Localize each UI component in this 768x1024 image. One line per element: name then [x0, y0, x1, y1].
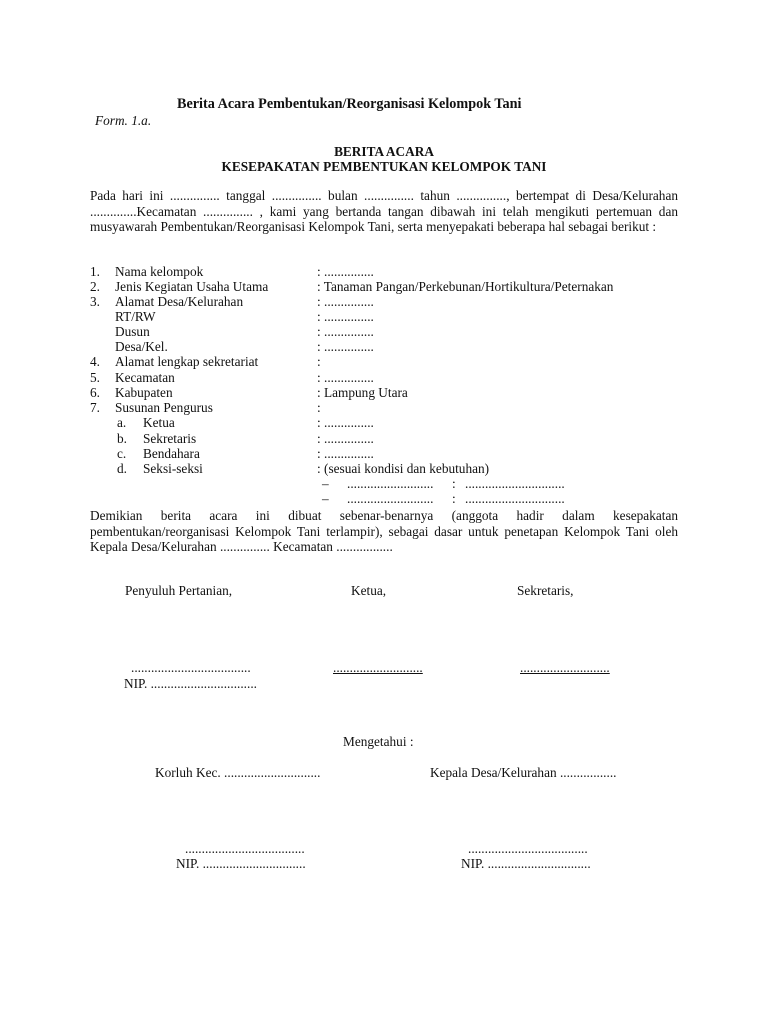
sub-item-label: Sekretaris: [143, 431, 197, 446]
sub-item-value: : ...............: [317, 431, 374, 446]
sub-item-letter: a.: [117, 415, 127, 430]
item-label: Alamat Desa/Kelurahan: [115, 294, 244, 309]
item-value: :: [317, 354, 321, 369]
penyuluh-label: Penyuluh Pertanian,: [125, 583, 233, 598]
penyuluh-nip: NIP. ................................: [124, 676, 257, 691]
sekretaris-label: Sekretaris,: [517, 583, 574, 598]
sub-item-label: Bendahara: [143, 446, 200, 461]
item-label: Kabupaten: [115, 385, 173, 400]
seksi-value-blank: ..............................: [465, 491, 565, 506]
item-label: Nama kelompok: [115, 264, 204, 279]
doc-title-line2: KESEPAKATAN PEMBENTUKAN KELOMPOK TANI: [221, 159, 547, 174]
doc-title-line1: BERITA ACARA: [334, 144, 434, 159]
item-value: : ...............: [317, 339, 374, 354]
item-value: : Tanaman Pangan/Perkebunan/Hortikultura/Peternakan: [317, 279, 614, 294]
korluh-signature-line: ....................................: [185, 841, 305, 856]
form-number: Form. 1.a.: [95, 113, 152, 128]
seksi-dash: –: [322, 491, 329, 506]
item-label: Kecamatan: [115, 370, 175, 385]
sub-item-value: : ...............: [317, 415, 374, 430]
sub-item-letter: d.: [117, 461, 127, 476]
closing-paragraph: [90, 508, 678, 555]
ketua-signature-line: ...........................: [333, 660, 423, 675]
item-value: : ...............: [317, 370, 374, 385]
item-number: 7.: [90, 400, 100, 415]
sub-item-value: : (sesuai kondisi dan kebutuhan): [317, 461, 490, 476]
item-number: 4.: [90, 354, 100, 369]
korluh-label: Korluh Kec. .............................: [155, 765, 321, 780]
sub-item-label: Seksi-seksi: [143, 461, 203, 476]
item-value: : ...............: [317, 264, 374, 279]
seksi-name-blank: ..........................: [347, 491, 434, 506]
sekretaris-signature-line: ...........................: [520, 660, 610, 675]
item-number: 2.: [90, 279, 100, 294]
item-label: RT/RW: [115, 309, 156, 324]
seksi-dash: –: [322, 476, 329, 491]
item-value: : ...............: [317, 294, 374, 309]
seksi-name-blank: ..........................: [347, 476, 434, 491]
document-header-title: Berita Acara Pembentukan/Reorganisasi Kelompok Tani: [177, 96, 522, 112]
item-value: : Lampung Utara: [317, 385, 408, 400]
kades-label: Kepala Desa/Kelurahan .................: [430, 765, 617, 780]
item-label: Desa/Kel.: [115, 339, 168, 354]
item-number: 6.: [90, 385, 100, 400]
item-number: 3.: [90, 294, 100, 309]
intro-text: Pada hari ini ............... tanggal ............... bulan ............... tahun ..............., bertempat di Desa/Kelurahan ..............Kecamatan ............... , kami yang bertanda tangan dibawah ini telah mengikuti pertemuan dan musyawarah Pembentukan/Reorganisasi Kelompok Tani, serta menyepakati beberapa hal sebagai berikut :: [90, 188, 678, 234]
item-value: : ...............: [317, 324, 374, 339]
ketua-label: Ketua,: [351, 583, 387, 598]
item-label: Dusun: [115, 324, 150, 339]
item-label: Jenis Kegiatan Usaha Utama: [115, 279, 269, 294]
kades-signature-line: ....................................: [468, 841, 588, 856]
seksi-colon: :: [452, 491, 456, 506]
item-label: Alamat lengkap sekretariat: [115, 354, 259, 369]
item-number: 1.: [90, 264, 100, 279]
kades-nip: NIP. ...............................: [461, 856, 591, 871]
korluh-nip: NIP. ...............................: [176, 856, 306, 871]
item-label: Susunan Pengurus: [115, 400, 213, 415]
item-value: : ...............: [317, 309, 374, 324]
sub-item-letter: b.: [117, 431, 127, 446]
sub-item-value: : ...............: [317, 446, 374, 461]
seksi-value-blank: ..............................: [465, 476, 565, 491]
mengetahui-label: Mengetahui :: [343, 734, 414, 749]
sub-item-label: Ketua: [143, 415, 175, 430]
seksi-colon: :: [452, 476, 456, 491]
intro-paragraph: [90, 188, 678, 235]
item-number: 5.: [90, 370, 100, 385]
sub-item-letter: c.: [117, 446, 127, 461]
closing-text: Demikian berita acara ini dibuat sebenar-benarnya (anggota hadir dalam kesepakatan pembentukan/reorganisasi Kelompok Tani terlampir), sebagai dasar untuk penetapan Kelompok Tani oleh Kepala Desa/Kelurahan ............... Kecamatan .................: [90, 508, 678, 554]
item-value: :: [317, 400, 321, 415]
penyuluh-signature-line: ....................................: [131, 660, 251, 675]
